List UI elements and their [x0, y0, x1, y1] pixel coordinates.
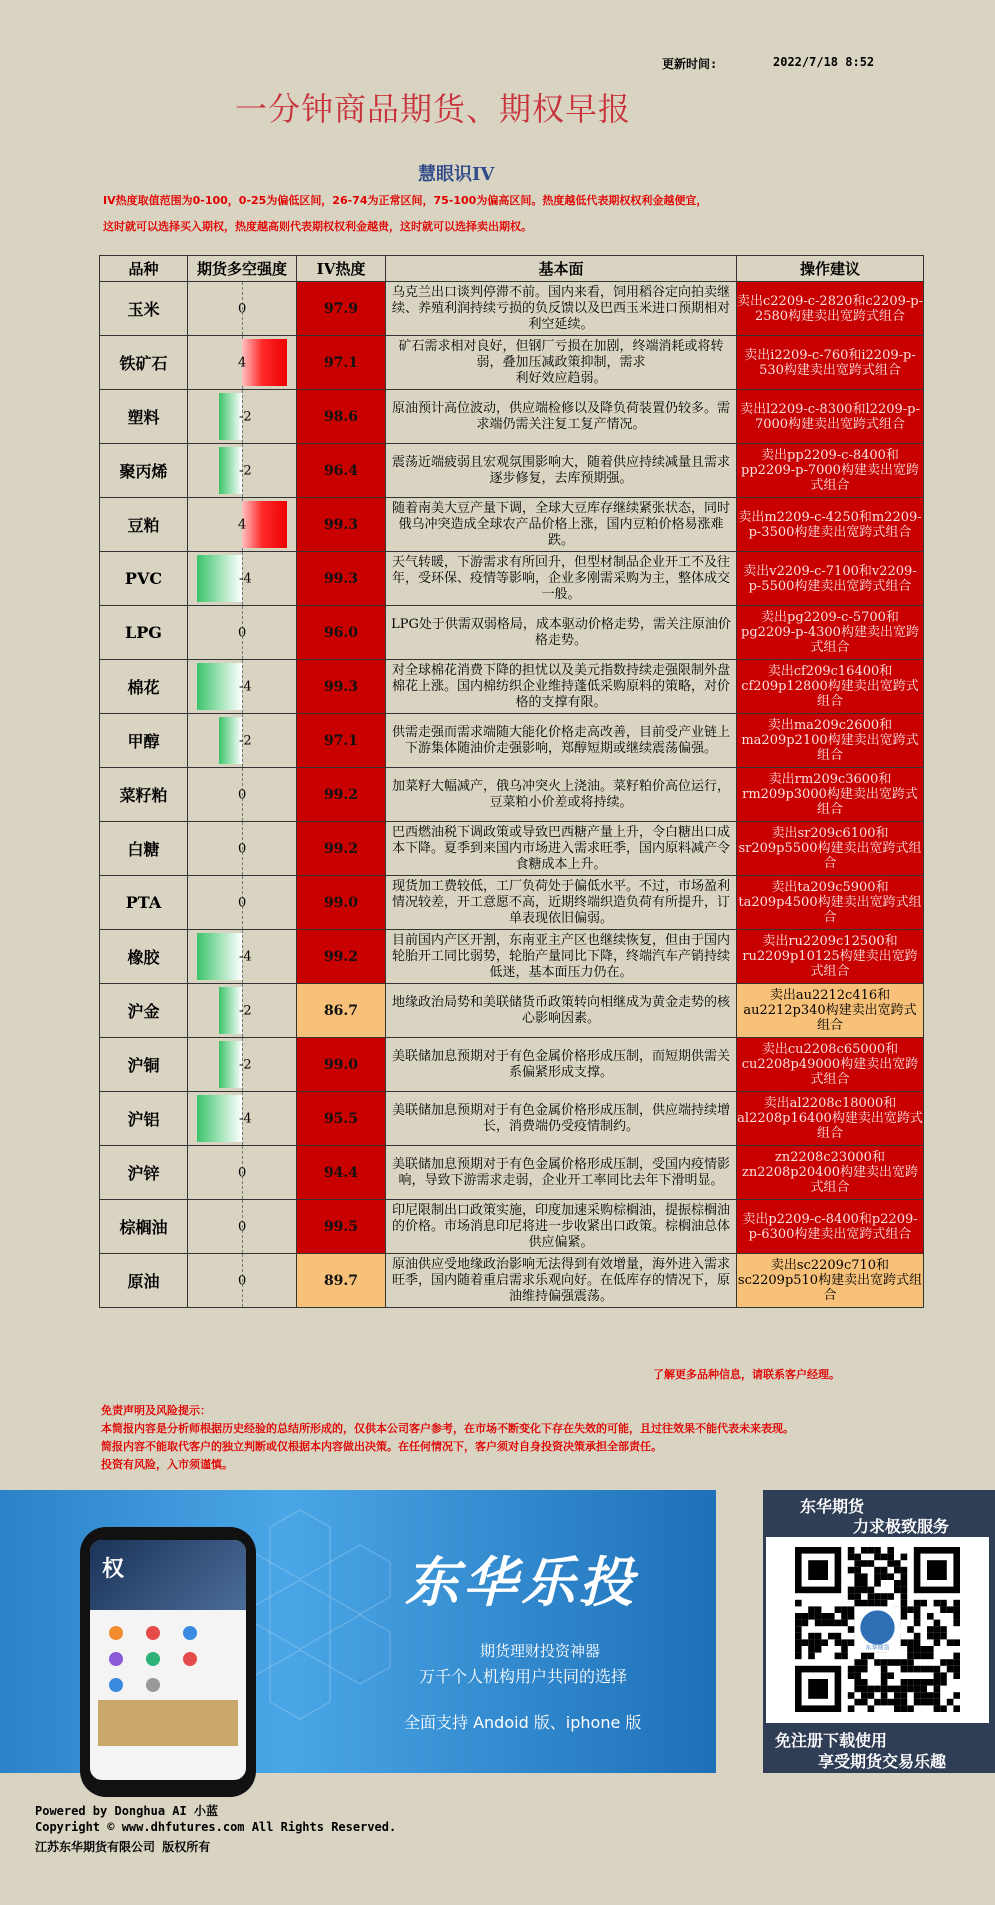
strength-cell — [188, 1092, 297, 1146]
iv-heat: 89.7 — [297, 1254, 386, 1308]
iv-heat: 99.2 — [297, 768, 386, 822]
strength-value: 0 — [238, 1165, 247, 1180]
strength-bar — [197, 663, 242, 710]
strength-cell — [188, 282, 297, 336]
strength-value: 0 — [238, 895, 247, 910]
trade-advice: 卖出p2209-c-8400和p2209-p-6300构建卖出宽跨式组合 — [737, 1200, 924, 1254]
variety-name: 棕榈油 — [100, 1200, 188, 1254]
table-row — [100, 876, 924, 930]
variety-name: PVC — [100, 552, 188, 606]
strength-cell — [188, 876, 297, 930]
strength-cell — [188, 984, 297, 1038]
strength-cell — [188, 714, 297, 768]
table-row — [100, 1200, 924, 1254]
app-icon-grid — [100, 1622, 236, 1700]
iv-heat: 95.5 — [297, 1092, 386, 1146]
trade-advice: 卖出c2209-c-2820和c2209-p-2580构建卖出宽跨式组合 — [737, 282, 924, 336]
strength-cell — [188, 606, 297, 660]
iv-heat: 94.4 — [297, 1146, 386, 1200]
strength-value: -2 — [239, 463, 252, 478]
variety-name: 原油 — [100, 1254, 188, 1308]
strength-value: 4 — [238, 355, 247, 370]
variety-name: 棉花 — [100, 660, 188, 714]
iv-heat: 99.3 — [297, 660, 386, 714]
strength-value: -4 — [239, 679, 252, 694]
table-row — [100, 822, 924, 876]
app-icon — [146, 1626, 160, 1640]
strength-value: -2 — [239, 1003, 252, 1018]
strength-bar — [242, 501, 287, 548]
strength-bar — [197, 555, 242, 602]
iv-note-line-1: IV热度取值范围为0-100，0-25为偏低区间，26-74为正常区间，75-100为偏高区间。热度越低代表期权权利金越便宜， — [103, 194, 708, 207]
iv-heat: 99.2 — [297, 822, 386, 876]
strength-cell — [188, 390, 297, 444]
disclaimer-line-1: 本简报内容是分析师根据历史经验的总结所形成的，仅供本公司客户参考，在市场不断变化下存在失效的可能，且过往效果不能代表未来表现。 — [101, 1422, 794, 1435]
table-row — [100, 1146, 924, 1200]
credit-company: 江苏东华期货有限公司 版权所有 — [35, 1840, 211, 1854]
qr-title-1: 东华期货 — [800, 1497, 865, 1516]
table-row — [100, 498, 924, 552]
table-row — [100, 768, 924, 822]
table-header-row — [100, 256, 924, 282]
trade-advice: 卖出pp2209-c-8400和pp2209-p-7000构建卖出宽跨式组合 — [737, 444, 924, 498]
trade-advice: 卖出i2209-c-760和i2209-p-530构建卖出宽跨式组合 — [737, 336, 924, 390]
variety-name: 菜籽粕 — [100, 768, 188, 822]
strength-cell — [188, 444, 297, 498]
variety-name: 橡胶 — [100, 930, 188, 984]
qr-caption-2: 享受期货交易乐趣 — [818, 1752, 947, 1771]
fundamentals-text: 乌克兰出口谈判停滞不前。国内来看，饲用稻谷定向拍卖继续、养殖利润持续亏损的负反馈以及巴西玉米进口预期相对利空延续。 — [386, 282, 737, 336]
variety-name: 塑料 — [100, 390, 188, 444]
header-fundamentals: 基本面 — [386, 256, 737, 282]
table-row — [100, 930, 924, 984]
iv-heat: 99.2 — [297, 930, 386, 984]
iv-heat: 98.6 — [297, 390, 386, 444]
app-logo-icon: 权 — [102, 1556, 125, 1582]
fundamentals-text: 美联储加息预期对于有色金属价格形成压制，供应端持续增长，消费端仍受疫情制约。 — [386, 1092, 737, 1146]
table-row — [100, 1038, 924, 1092]
strength-value: -2 — [239, 409, 252, 424]
fundamentals-text: 美联储加息预期对于有色金属价格形成压制，而短期供需关系偏紧形成支撑。 — [386, 1038, 737, 1092]
trade-advice: 卖出l2209-c-8300和l2209-p-7000构建卖出宽跨式组合 — [737, 390, 924, 444]
fundamentals-text: 巴西燃油税下调政策或导致巴西糖产量上升，令白糖出口成本下降。夏季到来国内市场进入需求旺季，国内原料减产令食糖成本上升。 — [386, 822, 737, 876]
app-icon — [183, 1626, 197, 1640]
header-strength: 期货多空强度 — [188, 256, 297, 282]
qr-caption-1: 免注册下载使用 — [775, 1731, 888, 1750]
iv-heat: 97.9 — [297, 282, 386, 336]
fundamentals-text: 目前国内产区开割，东南亚主产区也继续恢复，但由于国内轮胎开工同比弱势，轮胎产量同比下降，终端汽车产销持续低迷，基本面压力仍在。 — [386, 930, 737, 984]
strength-value: 4 — [238, 517, 247, 532]
qr-title-2: 力求极致服务 — [853, 1517, 950, 1536]
disclaimer-title: 免责声明及风险提示： — [101, 1404, 211, 1417]
trade-advice: 卖出ma209c2600和ma209p2100构建卖出宽跨式组合 — [737, 714, 924, 768]
strength-bar — [197, 1095, 242, 1142]
fundamentals-text: 现货加工费较低，工厂负荷处于偏低水平。不过，市场盈利情况较差，开工意愿不高，近期终端织造负荷有所提升，订单表现依旧偏弱。 — [386, 876, 737, 930]
variety-name: 甲醇 — [100, 714, 188, 768]
strength-value: 0 — [238, 1219, 247, 1234]
table-row — [100, 606, 924, 660]
strength-cell — [188, 822, 297, 876]
fundamentals-text: 加菜籽大幅减产，俄乌冲突火上浇油。菜籽粕价高位运行，豆菜粕小价差或将持续。 — [386, 768, 737, 822]
app-icon — [109, 1652, 123, 1666]
header-advice: 操作建议 — [737, 256, 924, 282]
strength-value: -4 — [239, 949, 252, 964]
app-icon — [146, 1678, 160, 1692]
app-icon — [109, 1626, 123, 1640]
strength-value: 0 — [238, 841, 247, 856]
credit-copyright: Copyright © www.dhfutures.com All Rights Reserved. — [35, 1820, 397, 1834]
iv-heat: 97.1 — [297, 336, 386, 390]
phone-screen — [90, 1540, 246, 1780]
strength-cell — [188, 1254, 297, 1308]
header-variety: 品种 — [100, 256, 188, 282]
iv-heat: 96.4 — [297, 444, 386, 498]
qr-code[interactable] — [766, 1537, 989, 1723]
variety-name: 沪锌 — [100, 1146, 188, 1200]
strength-cell — [188, 660, 297, 714]
fundamentals-text: LPG处于供需双弱格局，成本驱动价格走势，需关注原油价格走势。 — [386, 606, 737, 660]
update-time-value: 2022/7/18 8:52 — [773, 55, 875, 69]
fundamentals-text: 原油预计高位波动，供应端检修以及降负荷装置仍较多。需求端仍需关注复工复产情况。 — [386, 390, 737, 444]
page-title: 一分钟商品期货、期权早报 — [235, 90, 632, 128]
strength-value: 0 — [238, 301, 247, 316]
strength-value: -4 — [239, 571, 252, 586]
credit-powered-by: Powered by Donghua AI 小蓝 — [35, 1804, 218, 1818]
iv-heat: 96.0 — [297, 606, 386, 660]
strength-value: 0 — [238, 787, 247, 802]
trade-advice: 卖出cu2208c65000和cu2208p49000构建卖出宽跨式组合 — [737, 1038, 924, 1092]
variety-name: 玉米 — [100, 282, 188, 336]
strength-value: -2 — [239, 733, 252, 748]
fundamentals-text: 地缘政治局势和美联储货币政策转向相继成为黄金走势的核心影响因素。 — [386, 984, 737, 1038]
table-row — [100, 282, 924, 336]
strength-cell — [188, 336, 297, 390]
table-row — [100, 714, 924, 768]
fundamentals-text: 印尼限制出口政策实施，印度加速采购棕榈油，提振棕榈油的价格。市场消息印尼将进一步收紧出口政策。棕榈油总体供应偏紧。 — [386, 1200, 737, 1254]
trade-advice: 卖出pg2209-c-5700和pg2209-p-4300构建卖出宽跨式组合 — [737, 606, 924, 660]
variety-name: 铁矿石 — [100, 336, 188, 390]
trade-advice: 卖出rm209c3600和rm209p3000构建卖出宽跨式组合 — [737, 768, 924, 822]
iv-heat: 86.7 — [297, 984, 386, 1038]
brand-tagline-2: 万千个人机构用户共同的选择 — [419, 1667, 628, 1686]
phone-screen-header — [90, 1540, 246, 1610]
table-row — [100, 660, 924, 714]
header-iv: IV热度 — [297, 256, 386, 282]
strength-value: 0 — [238, 625, 247, 640]
table-row — [100, 444, 924, 498]
trade-advice: 卖出au2212c416和au2212p340构建卖出宽跨式组合 — [737, 984, 924, 1038]
trade-advice: 卖出sr209c6100和sr209p5500构建卖出宽跨式组合 — [737, 822, 924, 876]
disclaimer-line-3: 投资有风险，入市须谨慎。 — [101, 1458, 233, 1471]
iv-heat: 99.0 — [297, 1038, 386, 1092]
strength-cell — [188, 498, 297, 552]
page-subtitle: 慧眼识IV — [418, 164, 495, 185]
app-icon — [146, 1652, 160, 1666]
variety-name: LPG — [100, 606, 188, 660]
iv-heat: 99.5 — [297, 1200, 386, 1254]
table-row — [100, 1254, 924, 1308]
app-icon — [109, 1678, 123, 1692]
table-row — [100, 984, 924, 1038]
more-info-note: 了解更多品种信息，请联系客户经理。 — [653, 1368, 840, 1381]
trade-advice: 卖出al2208c18000和al2208p16400构建卖出宽跨式组合 — [737, 1092, 924, 1146]
trade-advice: 卖出m2209-c-4250和m2209-p-3500构建卖出宽跨式组合 — [737, 498, 924, 552]
app-icon — [183, 1652, 197, 1666]
strength-cell — [188, 1038, 297, 1092]
iv-note-line-2: 这时就可以选择买入期权，热度越高则代表期权权利金越贵，这时就可以选择卖出期权。 — [103, 220, 532, 233]
fundamentals-text: 天气转暖，下游需求有所回升，但型材制品企业开工不及往年，受环保、疫情等影响，企业多刚需采购为主，整体成交一般。 — [386, 552, 737, 606]
brand-tagline-1: 期货理财投资神器 — [480, 1642, 601, 1660]
iv-heat: 99.3 — [297, 498, 386, 552]
app-promo-card — [98, 1700, 238, 1746]
iv-heat: 99.0 — [297, 876, 386, 930]
iv-heat: 99.3 — [297, 552, 386, 606]
fundamentals-text: 对全球棉花消费下降的担忧以及美元指数持续走强限制外盘棉花上涨。国内棉纺织企业维持蓬低采购原料的策略，对价格的支撑有限。 — [386, 660, 737, 714]
fundamentals-text: 随着南美大豆产量下调，全球大豆库存继续紧张状态，同时俄乌冲突造成全球农产品价格上涨，国内豆粕价格易涨难跌。 — [386, 498, 737, 552]
strength-cell — [188, 552, 297, 606]
brand-name: 东华乐投 — [405, 1551, 637, 1614]
strength-cell — [188, 1200, 297, 1254]
fundamentals-text: 供需走强而需求端随大能化价格走高改善，目前受产业链上下游集体随油价走强影响，郑醇短期或继续震荡偏强。 — [386, 714, 737, 768]
strength-bar — [197, 933, 242, 980]
trade-advice: 卖出v2209-c-7100和v2209-p-5500构建卖出宽跨式组合 — [737, 552, 924, 606]
trade-advice: 卖出ta209c5900和ta209p4500构建卖出宽跨式组合 — [737, 876, 924, 930]
table-row — [100, 1092, 924, 1146]
strength-value: 0 — [238, 1273, 247, 1288]
disclaimer-line-2: 简报内容不能取代客户的独立判断或仅根据本内容做出决策。在任何情况下，客户须对自身投资决策承担全部责任。 — [101, 1440, 662, 1453]
table-row — [100, 336, 924, 390]
variety-name: 豆粕 — [100, 498, 188, 552]
variety-name: 聚丙烯 — [100, 444, 188, 498]
table-body — [100, 282, 924, 1308]
update-time-label: 更新时间: — [662, 57, 718, 71]
variety-name: 沪铜 — [100, 1038, 188, 1092]
iv-heat: 97.1 — [297, 714, 386, 768]
strength-value: -2 — [239, 1057, 252, 1072]
fundamentals-text: 美联储加息预期对于有色金属价格形成压制，受国内疫情影响，导致下游需求走弱，企业开工率同比去年下滑明显。 — [386, 1146, 737, 1200]
strength-cell — [188, 768, 297, 822]
fundamentals-text: 震荡近端疲弱且宏观氛围影响大，随着供应持续减量且需求逐步修复，去库预期强。 — [386, 444, 737, 498]
table-row — [100, 390, 924, 444]
qr-logo-text: 东华期货 — [865, 1644, 890, 1652]
report-table — [99, 255, 924, 1308]
strength-cell — [188, 1146, 297, 1200]
brand-tagline-3: 全面支持 Andoid 版、iphone 版 — [404, 1713, 642, 1732]
trade-advice: 卖出ru2209c12500和ru2209p10125构建卖出宽跨式组合 — [737, 930, 924, 984]
trade-advice: zn2208c23000和zn2208p20400构建卖出宽跨式组合 — [737, 1146, 924, 1200]
trade-advice: 卖出sc2209c710和sc2209p510构建卖出宽跨式组合 — [737, 1254, 924, 1308]
fundamentals-text: 原油供应受地缘政治影响无法得到有效增量，海外进入需求旺季，国内随着重启需求乐观向好。在低库存的情况下，原油维持偏强震荡。 — [386, 1254, 737, 1308]
strength-cell — [188, 930, 297, 984]
table-row — [100, 552, 924, 606]
fundamentals-text: 矿石需求相对良好，但钢厂亏损在加剧，终端消耗或将转弱，叠加压减政策抑制，需求 利好效应趋弱。 — [386, 336, 737, 390]
variety-name: PTA — [100, 876, 188, 930]
trade-advice: 卖出cf209c16400和cf209p12800构建卖出宽跨式组合 — [737, 660, 924, 714]
variety-name: 白糖 — [100, 822, 188, 876]
strength-value: -4 — [239, 1111, 252, 1126]
qr-code-icon — [766, 1537, 989, 1723]
variety-name: 沪金 — [100, 984, 188, 1038]
variety-name: 沪铝 — [100, 1092, 188, 1146]
strength-bar — [242, 339, 287, 386]
